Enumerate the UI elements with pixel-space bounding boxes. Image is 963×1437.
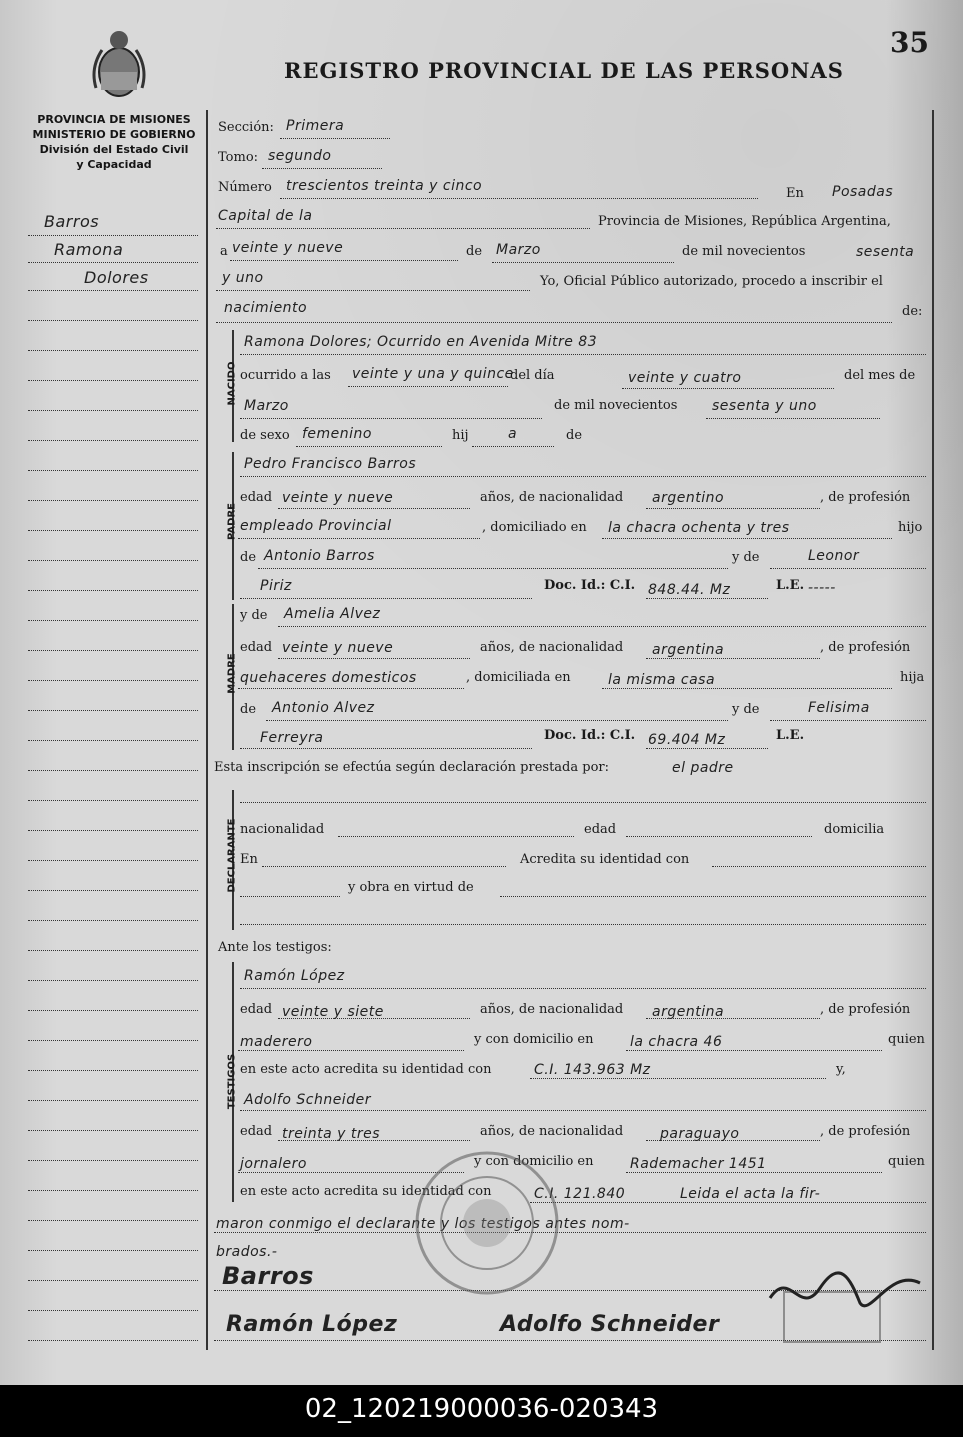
- label-padre-de: de: [240, 550, 257, 565]
- value-padre-madre: Leonor: [808, 548, 860, 564]
- value-cierre-1: Leida el acta la fir-: [680, 1186, 821, 1202]
- side-madre: MADRE: [226, 653, 238, 694]
- value-t2-edad: treinta y tres: [282, 1126, 381, 1142]
- label-del-dia: del día: [510, 368, 555, 383]
- label-madre-le: L.E.: [776, 728, 805, 743]
- signature-1: Barros: [222, 1262, 314, 1290]
- label-t2-nac: años, de nacionalidad: [480, 1124, 624, 1139]
- value-t1-dom: la chacra 46: [630, 1034, 723, 1050]
- value-padre-edad: veinte y nueve: [282, 490, 394, 506]
- right-border: [932, 110, 934, 1350]
- value-padre-prof: empleado Provincial: [240, 518, 392, 534]
- label-padre-doc: Doc. Id.: C.I.: [544, 578, 636, 593]
- value-testigo2: Adolfo Schneider: [244, 1092, 371, 1108]
- label-t2-prof: , de profesión: [820, 1124, 911, 1139]
- label-t2-dom: y con domicilio en: [474, 1154, 594, 1169]
- label-hija: hija: [900, 670, 925, 685]
- label-tomo: Tomo:: [218, 150, 259, 165]
- issuer-division-2: y Capacidad: [76, 158, 152, 171]
- signature-2: Ramón López: [226, 1312, 398, 1337]
- value-t1-nac: argentina: [652, 1004, 725, 1020]
- label-madre-nac: años, de nacionalidad: [480, 640, 624, 655]
- value-t1-edad: veinte y siete: [282, 1004, 384, 1020]
- label-padre-prof: , de profesión: [820, 490, 911, 505]
- value-padre-ci: 848.44. Mz: [648, 582, 731, 598]
- label-t2-edad: edad: [240, 1124, 273, 1139]
- value-madre-dom: la misma casa: [608, 672, 716, 688]
- value-seccion: Primera: [286, 118, 345, 134]
- label-de-mil-nac: de mil novecientos: [554, 398, 678, 413]
- value-madre-madre-2: Ferreyra: [260, 730, 324, 746]
- label-padre-dom: , domiciliado en: [482, 520, 587, 535]
- label-de-mes: de: [466, 244, 483, 259]
- side-testigos: TESTIGOS: [226, 1053, 238, 1110]
- label-madre-dom: , domiciliada en: [466, 670, 571, 685]
- label-sexo: de sexo: [240, 428, 290, 443]
- side-declarante: DECLARANTE: [226, 818, 238, 893]
- coat-of-arms-icon: [88, 28, 150, 100]
- value-mes: Marzo: [496, 242, 541, 258]
- value-lugar-2: Capital de la: [218, 208, 313, 224]
- label-padre-y-de: y de: [732, 550, 760, 565]
- official-signature-icon: [760, 1258, 930, 1328]
- value-acto: nacimiento: [224, 300, 308, 316]
- value-numero: trescientos treinta y cinco: [286, 178, 483, 194]
- value-t1-ci: C.I. 143.963 Mz: [534, 1062, 651, 1078]
- issuer-ministry: MINISTERIO DE GOBIERNO: [32, 128, 196, 141]
- label-madre-de: de: [240, 702, 257, 717]
- label-ocurrido: ocurrido a las: [240, 368, 331, 383]
- margin-surname: Barros: [44, 212, 100, 231]
- label-t1-y: y,: [836, 1062, 846, 1077]
- label-numero: Número: [218, 180, 272, 195]
- value-madre-padre: Antonio Alvez: [272, 700, 375, 716]
- image-id-footer: 02_120219000036-020343: [0, 1385, 963, 1437]
- label-del-mes: del mes de: [844, 368, 916, 383]
- value-cierre-2: maron conmigo el declarante y los testigos antes nom-: [216, 1216, 630, 1232]
- page-number: 35: [890, 26, 929, 59]
- label-madre-y-de: y de: [240, 608, 268, 623]
- label-decl-obra: y obra en virtud de: [348, 880, 474, 895]
- label-madre-edad: edad: [240, 640, 273, 655]
- label-seccion: Sección:: [218, 120, 274, 135]
- label-t2-quien: quien: [888, 1154, 925, 1169]
- value-cierre-3: brados.-: [216, 1244, 278, 1260]
- label-yo: Yo, Oficial Público autorizado, procedo a inscribir el: [540, 274, 883, 289]
- label-decl-domicilia: domicilia: [824, 822, 885, 837]
- value-mes-nac: Marzo: [244, 398, 289, 414]
- value-t2-dom: Rademacher 1451: [630, 1156, 767, 1172]
- value-madre-nombre: Amelia Alvez: [284, 606, 381, 622]
- label-t1-edad: edad: [240, 1002, 273, 1017]
- label-ante: Ante los testigos:: [218, 940, 332, 955]
- label-t1-dom: y con domicilio en: [474, 1032, 594, 1047]
- label-de-colon: de:: [902, 304, 923, 319]
- label-decl-en: En: [240, 852, 258, 867]
- value-sexo: femenino: [302, 426, 372, 442]
- value-padre-nombre: Pedro Francisco Barros: [244, 456, 417, 472]
- value-padre-nac: argentino: [652, 490, 725, 506]
- value-tomo: segundo: [268, 148, 332, 164]
- value-madre-madre: Felisima: [808, 700, 870, 716]
- label-decl-edad: edad: [584, 822, 617, 837]
- value-anio-nac: sesenta y uno: [712, 398, 817, 414]
- value-anio: sesenta: [856, 244, 915, 260]
- value-t1-prof: maderero: [240, 1034, 313, 1050]
- value-anio-2: y uno: [222, 270, 264, 286]
- value-hij-suffix: a: [508, 426, 518, 442]
- label-decl-acredita: Acredita su identidad con: [520, 852, 690, 867]
- margin-name-1: Ramona: [54, 240, 124, 259]
- page-title: REGISTRO PROVINCIAL DE LAS PERSONAS: [284, 58, 844, 83]
- value-padre-madre-2: Piriz: [260, 578, 292, 594]
- value-madre-ci: 69.404 Mz: [648, 732, 726, 748]
- label-t1-acredita: en este acto acredita su identidad con: [240, 1062, 492, 1077]
- label-t2-acredita: en este acto acredita su identidad con: [240, 1184, 492, 1199]
- side-padre: PADRE: [226, 503, 238, 540]
- margin-name-2: Dolores: [84, 268, 149, 287]
- value-dia: veinte y nueve: [232, 240, 344, 256]
- label-hijo: hijo: [898, 520, 923, 535]
- value-padre-padre: Antonio Barros: [264, 548, 375, 564]
- value-t2-nac: paraguayo: [660, 1126, 740, 1142]
- label-a: a: [220, 244, 228, 259]
- value-declarante: el padre: [672, 760, 734, 776]
- label-t1-nac: años, de nacionalidad: [480, 1002, 624, 1017]
- official-seal-icon: [412, 1148, 562, 1298]
- label-en: En: [786, 186, 804, 201]
- value-t2-ci: C.I. 121.840: [534, 1186, 626, 1202]
- label-padre-edad: edad: [240, 490, 273, 505]
- value-lugar: Posadas: [832, 184, 894, 200]
- label-madre-y-de-2: y de: [732, 702, 760, 717]
- label-decl-nac: nacionalidad: [240, 822, 325, 837]
- label-provincia: Provincia de Misiones, República Argentina,: [598, 214, 891, 229]
- label-madre-doc: Doc. Id.: C.I.: [544, 728, 636, 743]
- value-madre-prof: quehaceres domesticos: [240, 670, 417, 686]
- value-madre-nac: argentina: [652, 642, 725, 658]
- issuer-block: [14, 112, 214, 172]
- label-padre-nac: años, de nacionalidad: [480, 490, 624, 505]
- value-t2-prof: jornalero: [240, 1156, 307, 1172]
- label-t1-quien: quien: [888, 1032, 925, 1047]
- label-inscripcion: Esta inscripción se efectúa según declaración prestada por:: [214, 760, 609, 775]
- issuer-division: División del Estado Civil: [39, 143, 189, 156]
- value-madre-edad: veinte y nueve: [282, 640, 394, 656]
- label-t1-prof: , de profesión: [820, 1002, 911, 1017]
- label-de-padres: de: [566, 428, 583, 443]
- value-padre-dom: la chacra ochenta y tres: [608, 520, 790, 536]
- margin-divider: [206, 110, 208, 1350]
- issuer-province: PROVINCIA DE MISIONES: [37, 113, 191, 126]
- label-madre-prof: , de profesión: [820, 640, 911, 655]
- value-testigo1: Ramón López: [244, 968, 345, 984]
- side-nacido: NACIDO: [226, 361, 238, 406]
- value-nombre: Ramona Dolores; Ocurrido en Avenida Mitre 83: [244, 334, 598, 350]
- label-hij: hij: [452, 428, 469, 443]
- value-dia-nac: veinte y cuatro: [628, 370, 742, 386]
- label-padre-le: L.E.: [776, 578, 805, 593]
- signature-3: Adolfo Schneider: [500, 1312, 720, 1337]
- label-de-mil: de mil novecientos: [682, 244, 806, 259]
- value-padre-le: -----: [808, 580, 836, 596]
- value-hora: veinte y una y quince: [352, 366, 514, 382]
